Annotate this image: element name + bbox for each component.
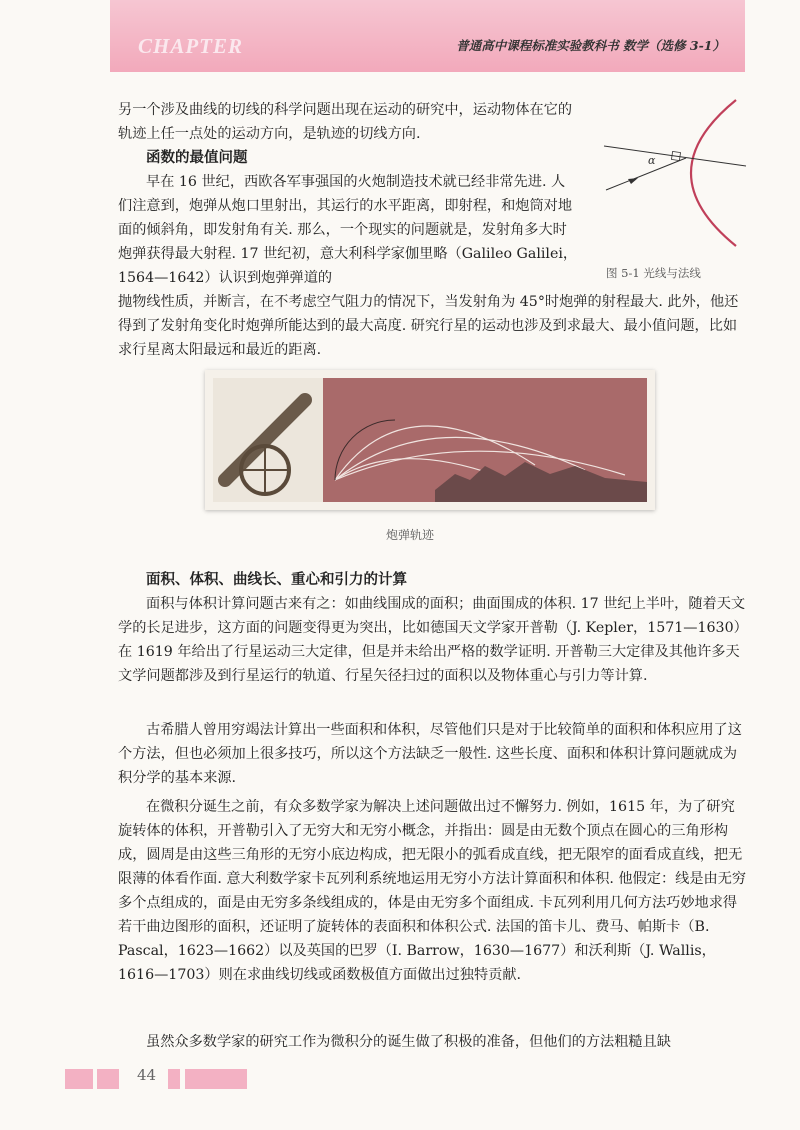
footer-bar [97, 1069, 119, 1089]
alpha-label: α [648, 154, 656, 167]
footer-bar [65, 1069, 93, 1089]
paragraph-last: 虽然众多数学家的研究工作为微积分的诞生做了积极的准备，但他们的方法粗糙且缺 [146, 1034, 671, 1050]
chapter-label: CHAPTER [138, 34, 244, 58]
ray-arrow-icon [628, 178, 638, 184]
normal-line [604, 146, 746, 166]
footer-bar [168, 1069, 180, 1089]
light-normal-diagram [586, 98, 756, 258]
paragraph-exhaustion: 古希腊人曾用穷竭法计算出一些面积和体积，尽管他们只是对于比较简单的面积和体积应用了这个方法，但也必须加上很多技巧，所以这个方法缺乏一般性. 这些长度、面积和体积计算问题就成为积分学的基本来源. [118, 722, 742, 786]
book-series-title: 普通高中课程标准实验教科书 数学（选修 3-1） [456, 38, 725, 53]
paragraph-infinitesimal: 在微积分诞生之前，有众多数学家为解决上述问题做出过不懈努力. 例如，1615 年，为了研究旋转体的体积，开普勒引入了无穷大和无穷小概念，并指出：圆是由无数个顶点在圆心的三角形构成，圆周是由这些三角形的无穷小底边构成，把无限小的弧看成直线，把无限窄的面看成直线，把无限薄的体看作面. 意大利数学家卡瓦列利系统地运用无穷小方法计算面积和体积. 他假定：线是由无穷多个点组成的，面是由无穷多条线组成的，体是由无穷多个面组成. 卡瓦列利用几何方法巧妙地求得若干曲边图形的面积，还证明了旋转体的表面积和体积公式. 法国的笛卡儿、费马、帕斯卡（B. Pascal，1623—1662）以及英国的巴罗（I. Barrow，1630—1677）和沃利斯（J. Wallis，1616—1703）则在求曲线切线或函数极值方面做出过独特贡献. [118, 799, 747, 983]
heading-extremum: 函数的最值问题 [146, 149, 248, 166]
paragraph-cannon-cont: 抛物线性质，并断言，在不考虑空气阻力的情况下，当发射角为 45°时炮弹的射程最大. 此外，他还得到了发射角变化时炮弹所能达到的最大高度. 研究行星的运动也涉及到求最大、最小值问题，比如求行星离太阳最远和最近的距离. [118, 294, 739, 358]
paragraph-tangent-motion: 另一个涉及曲线的切线的科学问题出现在运动的研究中，运动物体在它的轨迹上任一点处的运动方向，是轨迹的切线方向. [118, 102, 573, 142]
footer-bar [185, 1069, 247, 1089]
figure-caption-trajectory: 炮弹轨迹 [386, 528, 435, 542]
cannon-trajectory-illustration [205, 370, 655, 510]
page-header [110, 0, 745, 72]
heading-area-volume: 面积、体积、曲线长、重心和引力的计算 [146, 571, 407, 588]
paragraph-cannon: 早在 16 世纪，西欧各军事强国的火炮制造技术就已经非常先进. 人们注意到，炮弹从炮口里射出，其运行的水平距离，即射程，和炮筒对地面的倾斜角，即发射角有关. 那么，一个现实的问题就是，发射角多大时炮弹获得最大射程. 17 世纪初，意大利科学家伽里略（Galileo Galilei，1564—1642）认识到炮弹弹道的 [118, 174, 578, 286]
page-number: 44 [137, 1066, 157, 1084]
light-ray [606, 158, 686, 190]
figure-caption-light: 图 5-1 光线与法线 [606, 266, 701, 280]
paragraph-area-volume: 面积与体积计算问题古来有之：如曲线围成的面积；曲面围成的体积. 17 世纪上半叶，随着天文学的长足进步，这方面的问题变得更为突出，比如德国天文学家开普勒（J. Kepler，1571—1630）在 1619 年给出了行星运动三大定律，但是并未给出严格的数学证明. 开普勒三大定律及其他许多天文学问题都涉及到行星运行的轨道、行星矢径扫过的面积以及物体重心与引力等计算. [118, 596, 748, 684]
